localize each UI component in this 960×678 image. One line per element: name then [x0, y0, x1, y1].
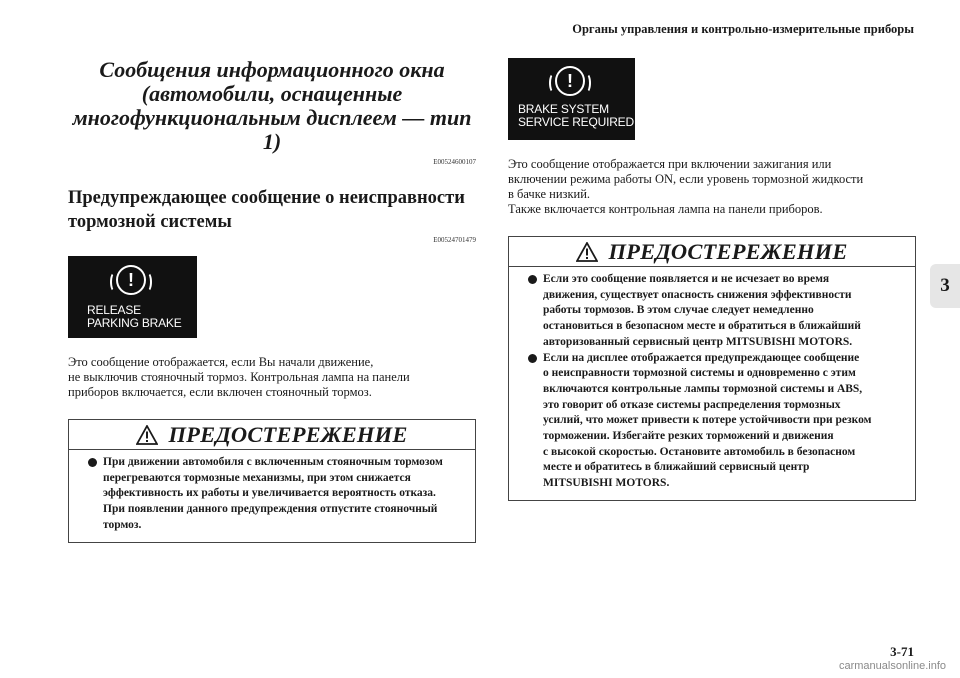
parking-brake-display — [68, 256, 197, 338]
subsection-title-line: тормозной системы — [68, 212, 232, 232]
brake-system-description — [508, 157, 916, 217]
description-line: Это сообщение отображается при включении зажигания или — [508, 157, 832, 171]
warning-triangle-icon — [136, 425, 158, 445]
warning-header — [69, 420, 475, 450]
warning-header — [509, 237, 915, 267]
description-line: приборов включается, если включен стояночный тормоз. — [68, 385, 372, 399]
page-number: 3-71 — [890, 644, 914, 659]
warning-line: MITSUBISHI MOTORS. — [543, 477, 670, 490]
brake-system-display — [508, 58, 635, 140]
warning-line: движения, существует опасность снижения эффективности — [543, 288, 852, 301]
warning-line: торможении. Избегайте резких торможений и движения — [543, 430, 834, 443]
warning-line: о неисправности тормозной системы и одновременно с этим — [543, 367, 856, 380]
brake-system-warning-box — [508, 236, 916, 501]
parking-brake-description — [68, 355, 476, 400]
warning-line: с высокой скоростью. Остановите автомобиль в безопасном — [543, 445, 856, 458]
warning-line: При появлении данного предупреждения отпустите стояночный — [103, 503, 438, 516]
warning-line: При движении автомобиля с включенным стояночным тормозом — [103, 456, 443, 468]
subsection-title — [68, 186, 476, 234]
warning-line: включаются контрольные лампы тормозной системы и ABS, — [543, 382, 863, 395]
section-title-line: (автомобили, оснащенные — [141, 81, 403, 106]
warning-triangle-icon — [576, 242, 598, 262]
warning-title: ПРЕДОСТЕРЕЖЕНИЕ — [168, 421, 408, 447]
brake-warning-icon: ! — [555, 66, 585, 96]
warning-body — [69, 450, 475, 542]
watermark: carmanualsonline.info — [838, 660, 946, 672]
description-line: включении режима работы ON, если уровень тормозной жидкости — [508, 172, 864, 186]
description-line: в бачке низкий. — [508, 187, 591, 201]
brake-system-display-text: BRAKE SYSTEM SERVICE REQUIRED — [518, 102, 634, 129]
parking-brake-warning-box — [68, 419, 476, 543]
page-header: Органы управления и контрольно-измерительные приборы — [572, 22, 914, 36]
warning-item — [519, 272, 905, 351]
description-line: не выключив стояночный тормоз. Контрольная лампа на панели — [68, 370, 410, 384]
section-code: E00524600107 — [433, 158, 476, 166]
warning-line: работы тормозов. В этом случае следует немедленно — [543, 304, 814, 317]
section-title — [68, 58, 476, 154]
subsection-title-line: Предупреждающее сообщение о неисправности — [68, 188, 465, 208]
warning-body — [509, 267, 915, 500]
warning-item — [79, 455, 465, 534]
warning-line: месте и обратитесь в ближайший сервисный центр — [543, 461, 810, 474]
section-title-line: многофункциональным дисплеем — тип 1) — [72, 105, 472, 154]
warning-line: Если на дисплее отображается предупреждающее сообщение — [543, 351, 860, 364]
warning-line: тормоз. — [103, 518, 142, 531]
warning-line: усилий, что может привести к потере устойчивости при резком — [543, 414, 872, 427]
subsection-code: E00524701479 — [433, 236, 476, 244]
description-line: Также включается контрольная лампа на панели приборов. — [508, 202, 823, 216]
warning-line: Если это сообщение появляется и не исчезает во время — [543, 273, 830, 285]
warning-line: это говорит об отказе системы распределения тормозных — [543, 398, 841, 411]
left-column — [68, 58, 476, 543]
description-line: Это сообщение отображается, если Вы начали движение, — [68, 355, 374, 369]
warning-item — [519, 351, 905, 492]
warning-line: авторизованный сервисный центр MITSUBISHI MOTORS. — [543, 335, 853, 348]
warning-line: эффективность их работы и увеличивается вероятность отказа. — [103, 487, 436, 500]
section-title-line: Сообщения информационного окна — [99, 57, 445, 82]
chapter-tab: 3 — [930, 264, 960, 308]
warning-line: остановиться в безопасном месте и обратиться в ближайший — [543, 320, 861, 333]
right-column — [508, 58, 916, 501]
parking-brake-display-text: RELEASE PARKING BRAKE — [87, 303, 182, 330]
warning-title: ПРЕДОСТЕРЕЖЕНИЕ — [608, 238, 848, 264]
brake-warning-icon: ! — [116, 265, 146, 295]
warning-line: перегреваются тормозные механизмы, при этом снижается — [103, 471, 411, 484]
